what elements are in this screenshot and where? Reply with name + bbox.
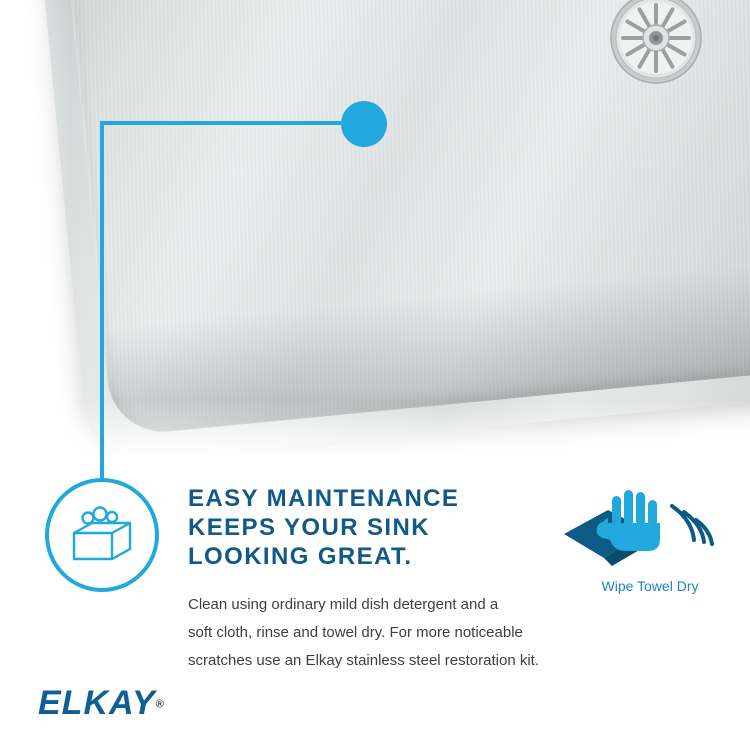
hand-with-towel-icon [560,488,730,574]
registered-trademark: ® [155,698,164,711]
callout-dot [341,101,387,147]
body-line-2: soft cloth, rinse and towel dry. For more noticeable [188,624,523,641]
sink-drain-strainer [598,0,714,96]
sponge-icon [45,478,159,592]
body-line-1: Clean using ordinary mild dish detergent and a [188,596,499,613]
headline-line-1: EASY MAINTENANCE [188,485,460,512]
body-copy [188,591,560,675]
headline-line-3: LOOKING GREAT. [188,543,413,570]
body-line-3: scratches use an Elkay stainless steel restoration kit. [188,652,539,669]
wipe-towel-dry-label: Wipe Towel Dry [601,578,699,594]
photo-bottom-fade [0,400,750,470]
elkay-logo [38,686,213,720]
callout-line-horizontal [100,121,346,125]
callout-line-vertical [100,121,104,481]
headline-line-2: KEEPS YOUR SINK [188,514,430,541]
page-title [188,484,518,571]
elkay-logo-text: ELKAY [38,684,156,722]
